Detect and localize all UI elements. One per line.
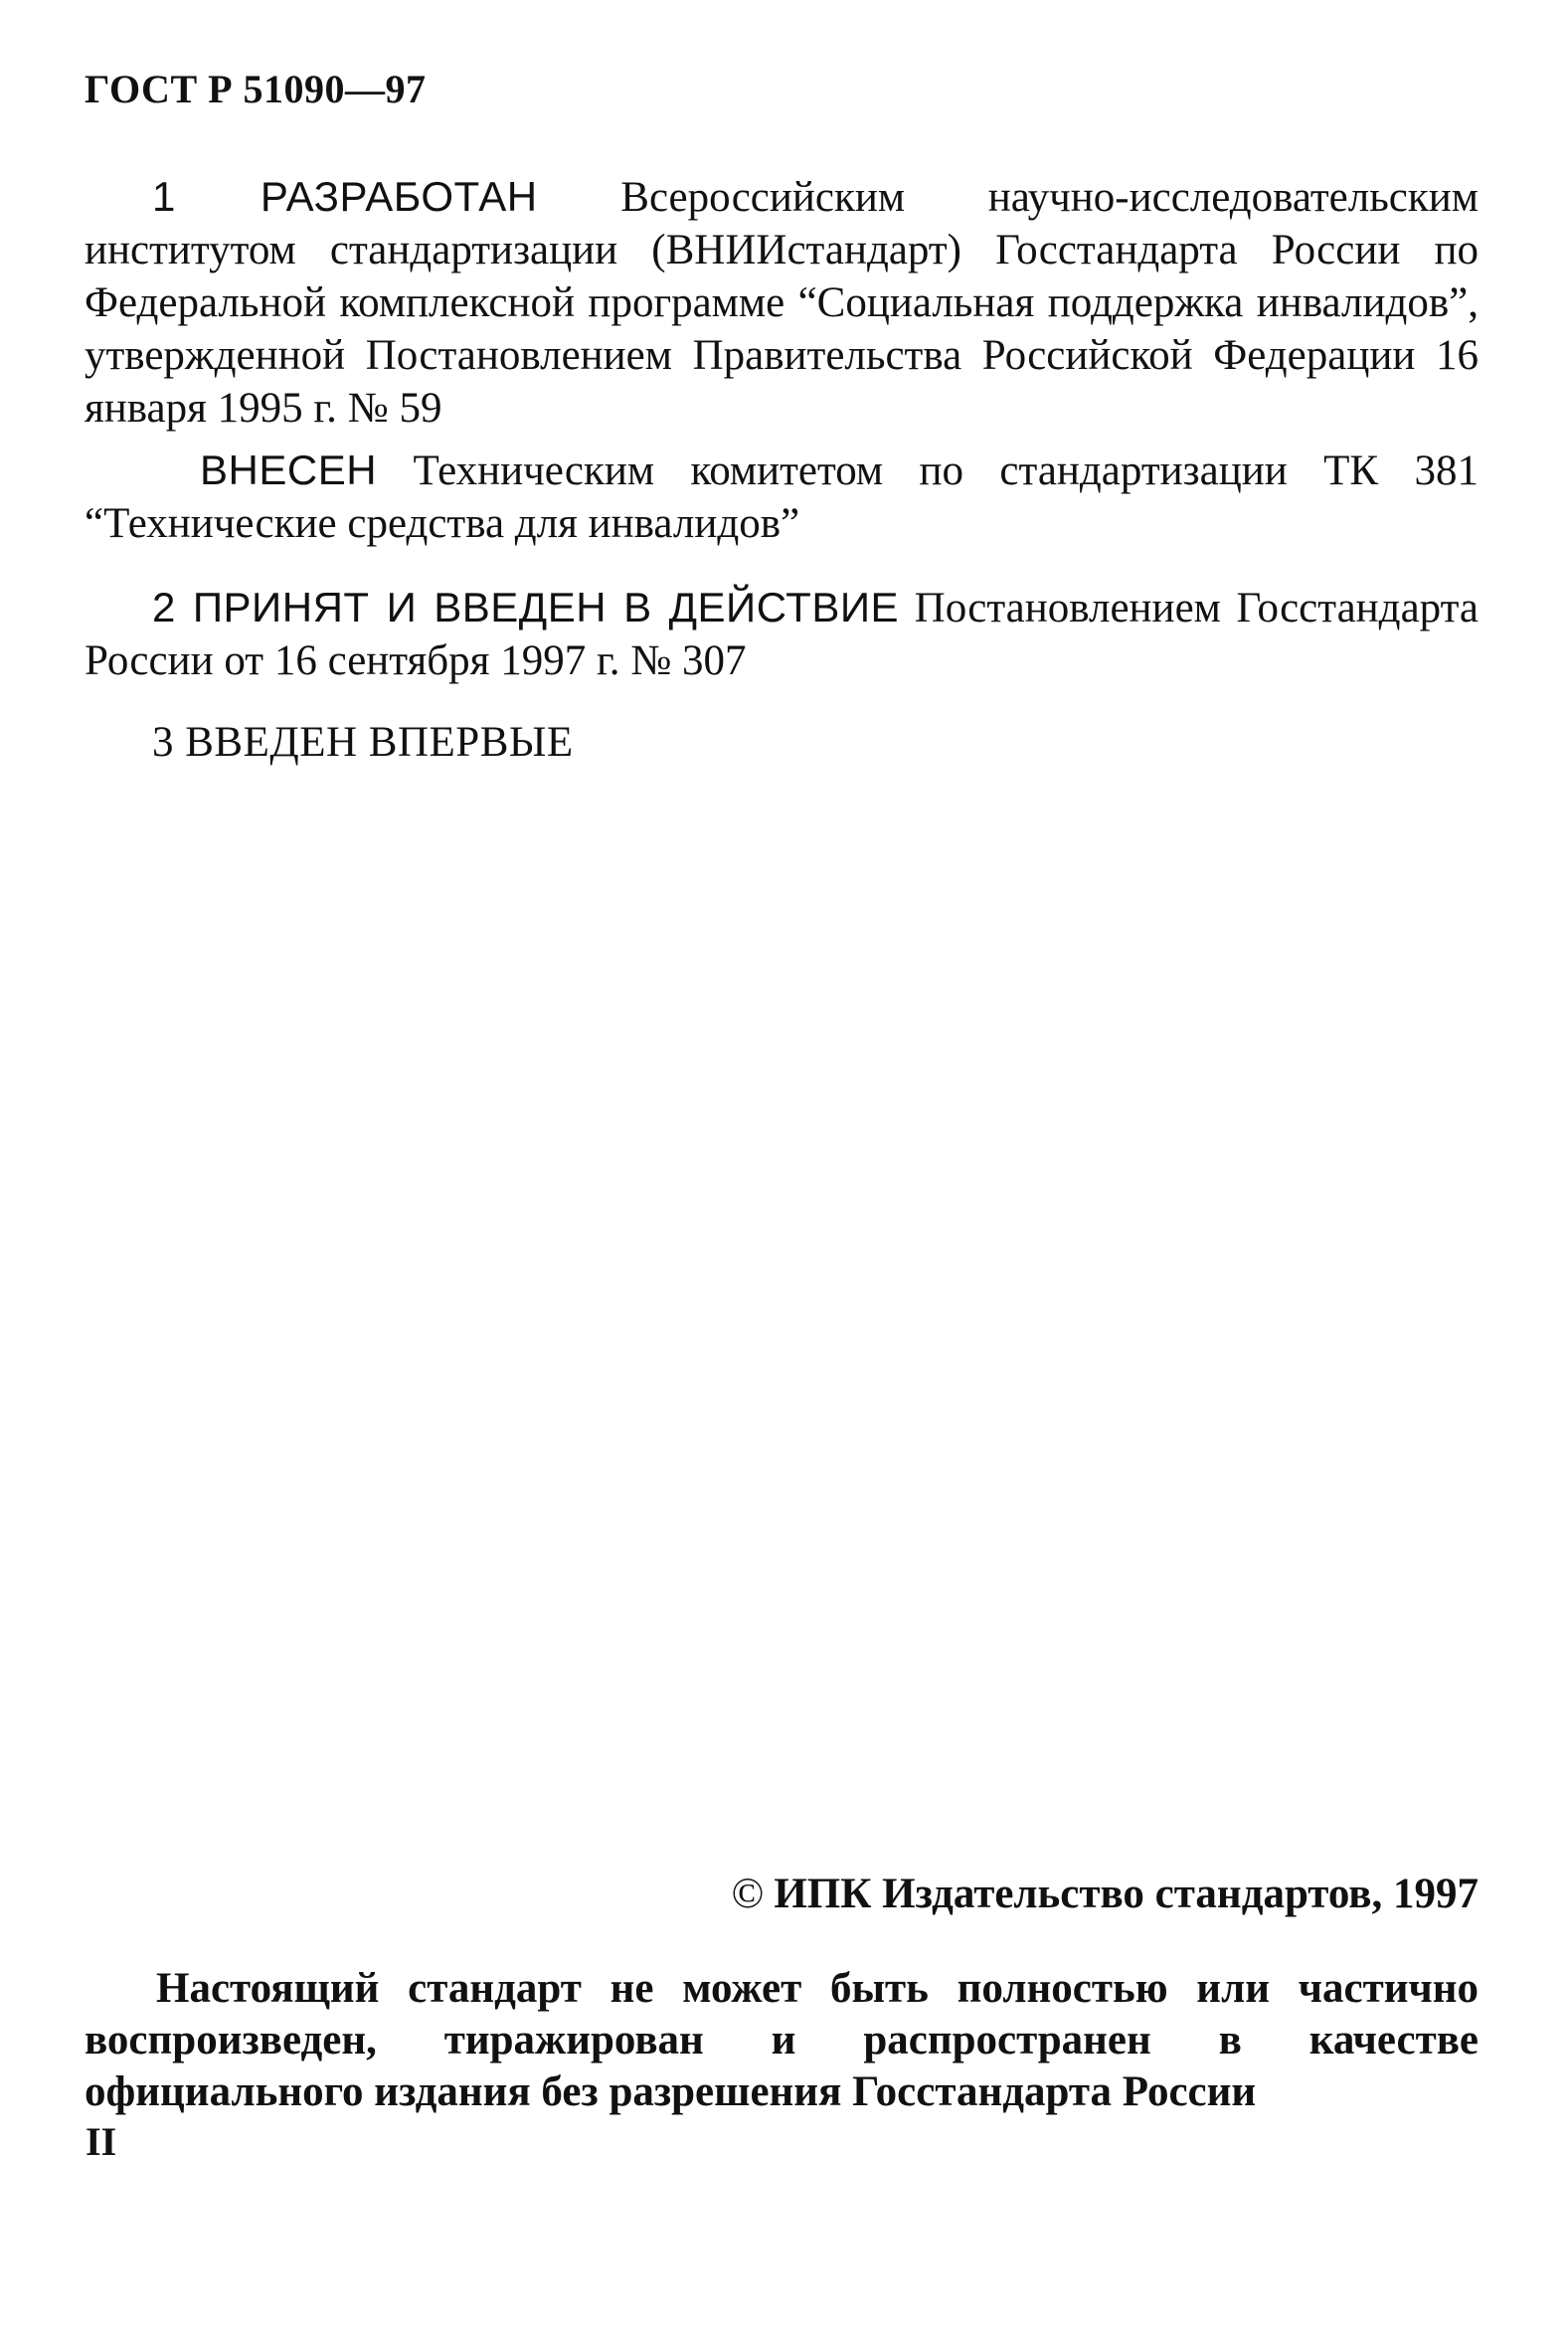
copyright-text: ИПК Издательство стандартов, 1997 (774, 1871, 1479, 1917)
paragraph-lead: 3 ВВЕДЕН ВПЕРВЫЕ (152, 719, 574, 766)
paragraph-text: Постановлением Госстандарта России от 16 сентября 1997 г. № 307 (85, 585, 1479, 684)
standard-designation: ГОСТ Р 51090—97 (85, 67, 427, 111)
paragraph-lead: ВНЕСЕН (200, 447, 378, 493)
paragraph-lead: 2 ПРИНЯТ И ВВЕДЕН В ДЕЙСТВИЕ (152, 584, 900, 630)
paragraph-first-introduced (85, 716, 1479, 769)
reproduction-notice (85, 1963, 1479, 2118)
notice-text: Настоящий стандарт не может быть полностью или частично воспроизведен, тиражирован и распространен в качестве официального издания без разрешения Госстандарта России (85, 1965, 1479, 2115)
paragraph-lead: 1 РАЗРАБОТАН (152, 173, 538, 220)
paragraph-text: Всероссийским научно-исследовательским институтом стандартизации (ВНИИстандарт) Госстандарта России по Федеральной комплексной программе “Социальная поддержка инвалидов”, утвержденной Постановлением Правительства Российской Федерации 16 января 1995 г. № 59 (85, 174, 1479, 432)
paragraph-developed-by (85, 170, 1479, 435)
paragraph-introduced-by (85, 444, 1479, 550)
copyright-line (732, 1870, 1479, 1918)
paragraph-adopted (85, 581, 1479, 687)
page-number: II (86, 2119, 117, 2164)
copyright-symbol: © (731, 1871, 765, 1917)
paragraph-text: Техническим комитетом по стандартизации ТК 381 “Технические средства для инвалидов” (85, 448, 1479, 547)
